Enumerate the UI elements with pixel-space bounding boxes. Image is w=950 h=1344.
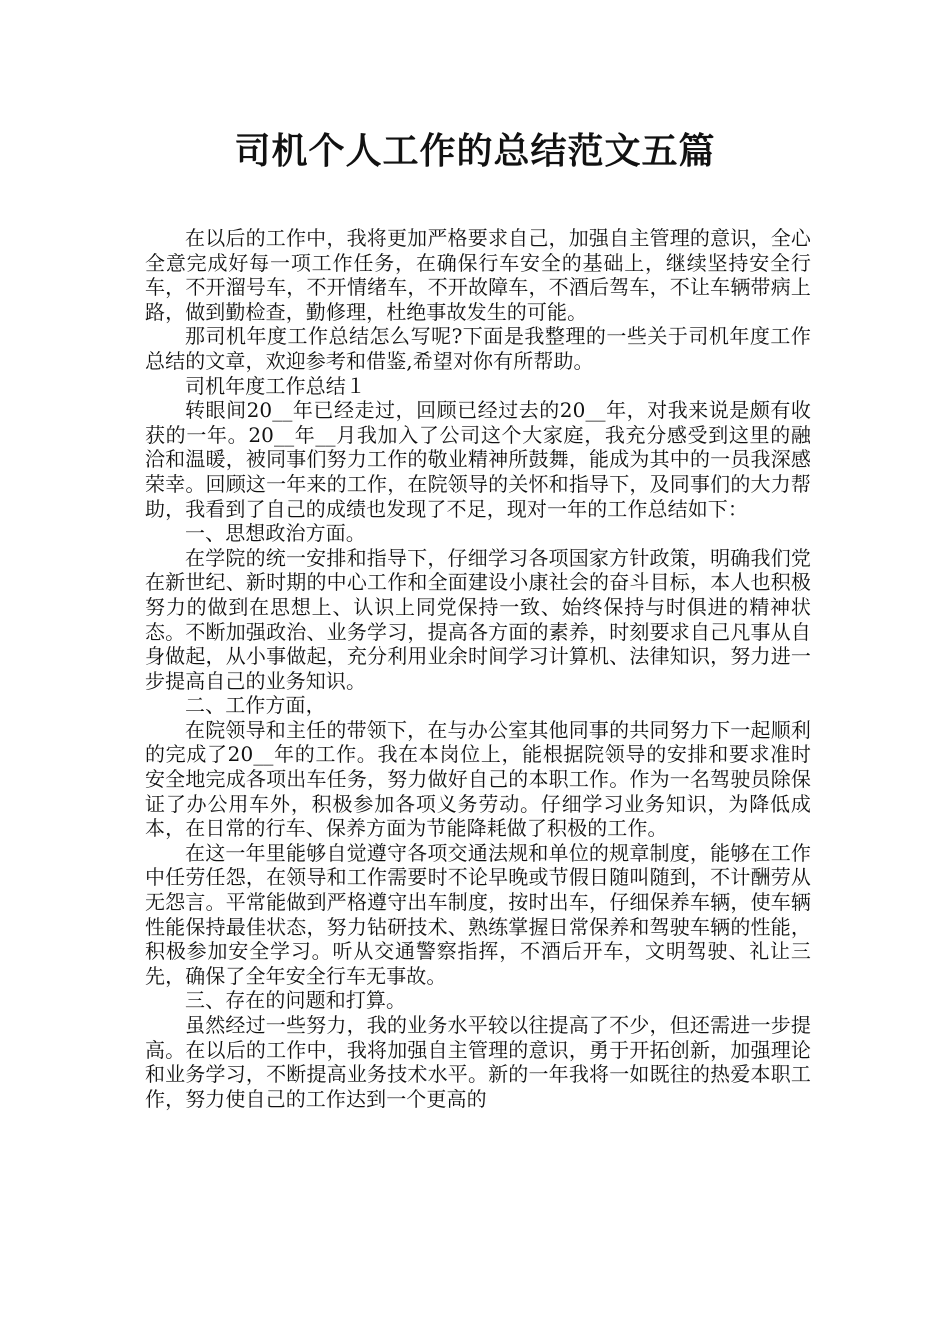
section-heading: 一、思想政治方面。 (185, 521, 366, 546)
paragraph: 在这一年里能够自觉遵守各项交通法规和单位的规章制度，能够在工作中任劳任怨，在领导和工作需要时不论早晚或节假日随叫随到，不计酬劳从无怨言。平常能做到严格遵守出车制度，按时出车，仔细保养车辆，使车辆性能保持最佳状态，努力钻研技术、熟练掌握日常保养和驾驶车辆的性能，积极参加安全学习。听从交通警察指挥，不酒后开车，文明驾驶、礼让三先，确保了全年安全行车无事故。 (145, 840, 811, 988)
paragraph: 在以后的工作中，我将更加严格要求自己，加强自主管理的意识，全心全意完成好每一项工作任务，在确保行车安全的基础上，继续坚持安全行车，不开溜号车，不开情绪车，不开故障车，不酒后驾车，不让车辆带病上路，做到勤检查，勤修理，杜绝事故发生的可能。 (145, 226, 811, 324)
document-body (145, 226, 811, 1111)
paragraph: 那司机年度工作总结怎么写呢?下面是我整理的一些关于司机年度工作总结的文章，欢迎参考和借鉴,希望对你有所帮助。 (145, 324, 811, 373)
document-title: 司机个人工作的总结范文五篇 (234, 131, 716, 172)
section-heading: 司机年度工作总结１ (185, 373, 366, 398)
paragraph: 转眼间20__年已经走过，回顾已经过去的20__年，对我来说是颇有收获的一年。20__年__月我加入了公司这个大家庭，我充分感受到这里的融洽和温暖，被同事们努力工作的敬业精神所鼓舞，能成为其中的一员我深感荣幸。回顾这一年来的工作，在院领导的关怀和指导下，及同事们的大力帮助，我看到了自己的成绩也发现了不足，现对一年的工作总结如下： (145, 398, 811, 521)
paragraph: 在院领导和主任的带领下，在与办公室其他同事的共同努力下一起顺利的完成了20__年的工作。我在本岗位上，能根据院领导的安排和要求准时安全地完成各项出车任务，努力做好自己的本职工作。作为一名驾驶员除保证了办公用车外，积极参加各项义务劳动。仔细学习业务知识，为降低成本，在日常的行车、保养方面为节能降耗做了积极的工作。 (145, 717, 811, 841)
paragraph: 在学院的统一安排和指导下，仔细学习各项国家方针政策，明确我们党在新世纪、新时期的中心工作和全面建设小康社会的奋斗目标，本人也积极努力的做到在思想上、认识上同党保持一致、始终保持与时俱进的精神状态。不断加强政治、业务学习，提高各方面的素养，时刻要求自己凡事从自身做起，从小事做起，充分利用业余时间学习计算机、法律知识，努力进一步提高自己的业务知识。 (145, 545, 811, 693)
section-heading: 二、工作方面， (185, 693, 326, 718)
paragraph: 虽然经过一些努力，我的业务水平较以往提高了不少，但还需进一步提高。在以后的工作中，我将加强自主管理的意识，勇于开拓创新，加强理论和业务学习，不断提高业务技术水平。新的一年我将一如既往的热爱本职工作，努力使自己的工作达到一个更高的 (145, 1013, 811, 1111)
section-heading: 三、存在的问题和打算。 (185, 988, 407, 1013)
